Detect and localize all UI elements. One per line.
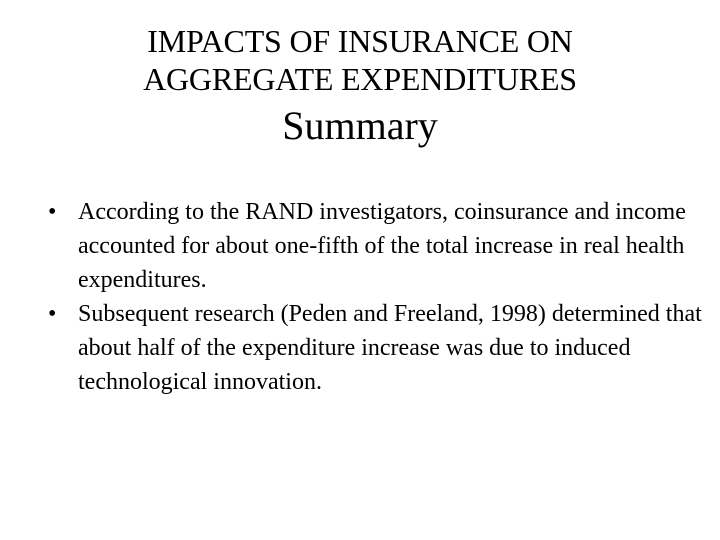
- bullet-text: Subsequent research (Peden and Freeland, 1998) determined that about half of the expenditure increase was due to induced technological innovation.: [78, 301, 702, 395]
- slide-subtitle: Summary: [282, 103, 438, 148]
- bullet-list: [48, 195, 708, 399]
- title-line-1: IMPACTS OF INSURANCE ON: [147, 23, 573, 59]
- title-line-2: AGGREGATE EXPENDITURES: [143, 61, 577, 97]
- bullet-dot-icon: •: [48, 301, 57, 327]
- bullet-dot-icon: •: [48, 199, 57, 225]
- slide-title: [0, 22, 720, 150]
- bullet-item-research: [48, 297, 708, 399]
- bullet-item-rand: [48, 195, 708, 297]
- bullet-text: According to the RAND investigators, coinsurance and income accounted for about one-fifth of the total increase in real health expenditures.: [78, 199, 686, 293]
